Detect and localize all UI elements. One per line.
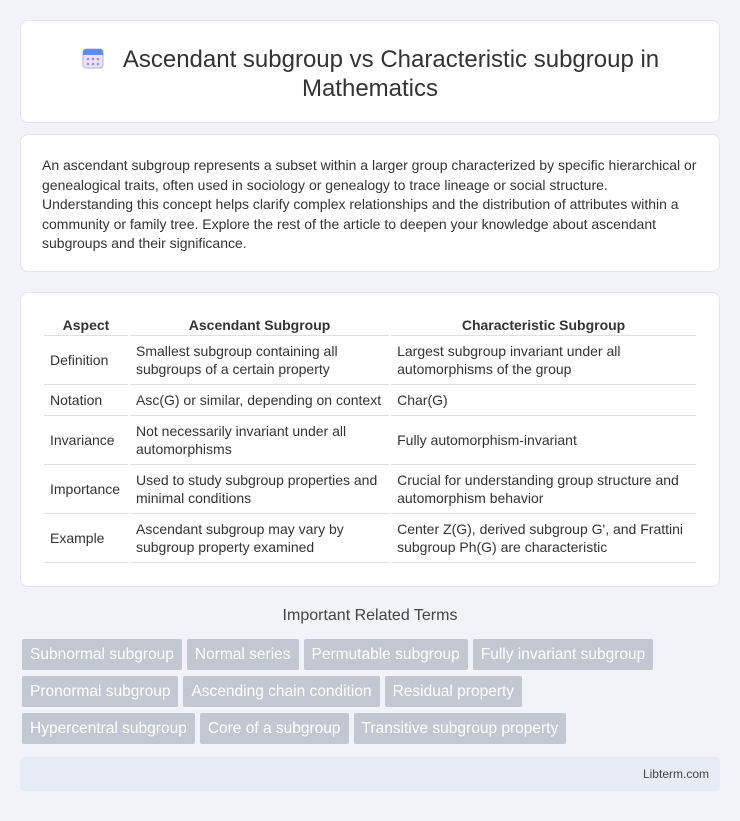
row-aspect: Example bbox=[44, 514, 128, 563]
tag-row bbox=[22, 676, 722, 713]
row-ascendant: Asc(G) or similar, depending on context bbox=[130, 385, 389, 416]
header-aspect: Aspect bbox=[44, 314, 128, 336]
row-ascendant: Used to study subgroup properties and minimal conditions bbox=[130, 465, 389, 514]
row-characteristic: Crucial for understanding group structure and automorphism behavior bbox=[391, 465, 696, 514]
row-characteristic: Center Z(G), derived subgroup G', and Frattini subgroup Ph(G) are characteristic bbox=[391, 514, 696, 563]
row-characteristic: Fully automorphism-invariant bbox=[391, 416, 696, 465]
header-characteristic: Characteristic Subgroup bbox=[391, 314, 696, 336]
related-term-tag[interactable]: Residual property bbox=[385, 676, 522, 707]
table-row bbox=[44, 416, 696, 465]
related-term-tag[interactable]: Ascending chain condition bbox=[183, 676, 379, 707]
related-terms-list bbox=[22, 639, 722, 750]
row-aspect: Definition bbox=[44, 336, 128, 385]
table-header-row bbox=[44, 314, 696, 336]
row-aspect: Importance bbox=[44, 465, 128, 514]
footer-site-link[interactable]: Libterm.com bbox=[642, 767, 709, 781]
footer-bar bbox=[20, 757, 720, 791]
related-term-tag[interactable]: Fully invariant subgroup bbox=[473, 639, 654, 670]
related-terms-heading: Important Related Terms bbox=[282, 607, 458, 624]
related-term-tag[interactable]: Subnormal subgroup bbox=[22, 639, 182, 670]
related-term-tag[interactable]: Pronormal subgroup bbox=[22, 676, 178, 707]
table-row bbox=[44, 385, 696, 416]
row-ascendant: Not necessarily invariant under all automorphisms bbox=[130, 416, 389, 465]
comparison-card bbox=[20, 292, 720, 587]
calendar-icon bbox=[81, 46, 105, 70]
related-term-tag[interactable]: Core of a subgroup bbox=[200, 713, 349, 744]
intro-card bbox=[20, 134, 720, 272]
row-aspect: Notation bbox=[44, 385, 128, 416]
table-row bbox=[44, 465, 696, 514]
table-row bbox=[44, 514, 696, 563]
related-term-tag[interactable]: Hypercentral subgroup bbox=[22, 713, 195, 744]
tag-row bbox=[22, 639, 722, 676]
related-term-tag[interactable]: Normal series bbox=[187, 639, 299, 670]
row-ascendant: Smallest subgroup containing all subgroups of a certain property bbox=[130, 336, 389, 385]
row-aspect: Invariance bbox=[44, 416, 128, 465]
related-term-tag[interactable]: Transitive subgroup property bbox=[354, 713, 567, 744]
row-characteristic: Char(G) bbox=[391, 385, 696, 416]
row-characteristic: Largest subgroup invariant under all automorphisms of the group bbox=[391, 336, 696, 385]
page-title: Ascendant subgroup vs Characteristic subgroup in Mathematics bbox=[122, 46, 660, 102]
table-row bbox=[44, 336, 696, 385]
header-ascendant: Ascendant Subgroup bbox=[130, 314, 389, 336]
tag-row bbox=[22, 713, 722, 750]
comparison-table bbox=[42, 314, 698, 563]
related-term-tag[interactable]: Permutable subgroup bbox=[304, 639, 468, 670]
intro-paragraph: An ascendant subgroup represents a subset within a larger group characterized by specific hierarchical or genealogical traits, often used in sociology or genealogy to trace lineage or social structure. Understanding this concept helps clarify complex relationships and the distribution of attributes within a community or family tree. Explore the rest of the article to deepen your knowledge about ascendant subgroups and their significance. bbox=[42, 157, 697, 251]
row-ascendant: Ascendant subgroup may vary by subgroup property examined bbox=[130, 514, 389, 563]
page-title-wrap bbox=[21, 45, 719, 103]
title-card bbox=[20, 20, 720, 123]
